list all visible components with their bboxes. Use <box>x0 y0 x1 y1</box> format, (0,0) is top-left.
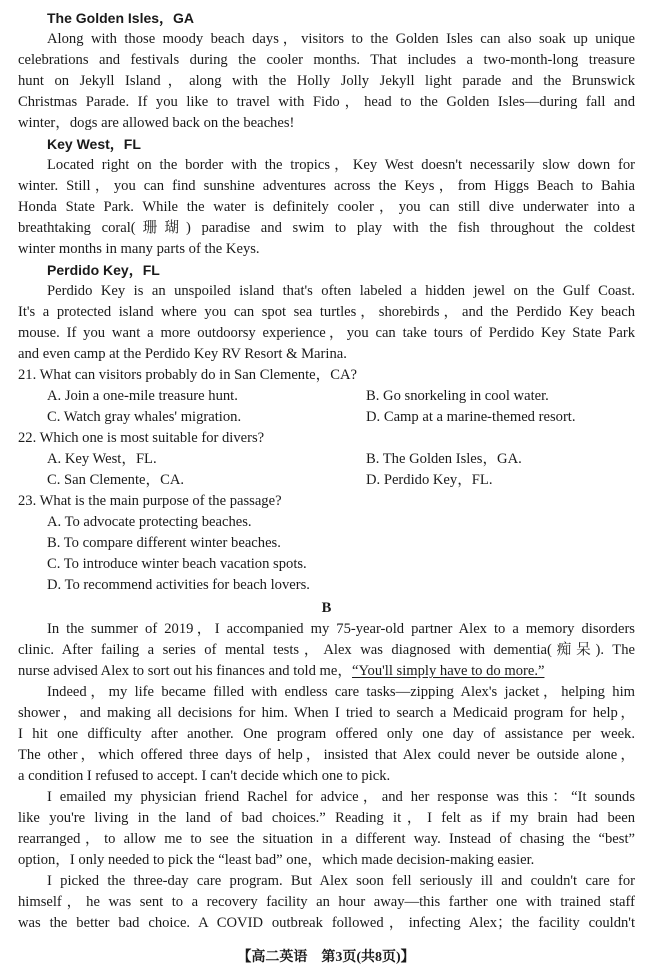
passage-b-p3-line-4: option，I only needed to pick the “least bad” one，which made decision-making easier. <box>18 852 535 868</box>
passage-b-p2-line-5: a condition I refused to accept. I can't decide which one to pick. <box>18 768 391 784</box>
passage-b-p2-line-2: shower，and making all decisions for him. When I tried to search a Medicaid program for help， <box>18 705 635 721</box>
passage-b-p1-text: nurse advised Alex to sort out his finances and told me， <box>18 663 352 679</box>
keywest-line-5: winter months in many parts of the Keys. <box>18 241 260 257</box>
passage-b-label: B <box>321 600 332 616</box>
question-22-stem: 22. Which one is most suitable for divers? <box>18 430 265 446</box>
question-21-option-c[interactable]: C. Watch gray whales' migration. <box>47 409 242 425</box>
question-22-option-a[interactable]: A. Key West，FL. <box>47 451 157 467</box>
keywest-line-2: winter. Still，you can find sunshine adventures across the Keys，from Higgs Beach to Bahia <box>18 178 635 194</box>
question-22-option-c[interactable]: C. San Clemente，CA. <box>47 472 185 488</box>
golden-line-4: Christmas Parade. If you like to travel with Fido，head to the Golden Isles—during fall and <box>18 94 635 110</box>
passage-b-p4-line-2: himself，he was sent to a recovery facility an hour away—this farther one with trained staff <box>18 894 635 910</box>
golden-line-5: winter，dogs are allowed back on the beaches! <box>18 115 295 131</box>
question-21-option-d[interactable]: D. Camp at a marine-themed resort. <box>366 409 576 425</box>
question-22-option-d[interactable]: D. Perdido Key，FL. <box>366 472 493 488</box>
perdido-line-3: mouse. If you want a more outdoorsy experience，you can take tours of Perdido Key State Park <box>18 325 635 341</box>
question-23-option-d[interactable]: D. To recommend activities for beach lovers. <box>47 577 310 593</box>
question-23-stem: 23. What is the main purpose of the passage? <box>18 493 282 509</box>
question-23-option-a[interactable]: A. To advocate protecting beaches. <box>47 514 252 530</box>
question-22-option-b[interactable]: B. The Golden Isles，GA. <box>366 451 522 467</box>
page-footer: 【高二英语 第3页(共8页)】 <box>237 950 415 965</box>
passage-b-p1-line-2: clinic. After failing a series of mental tests，Alex was diagnosed with dementia(痴呆). The <box>18 642 635 658</box>
keywest-line-1: Located right on the border with the tropics，Key West doesn't necessarily slow down for <box>47 157 635 173</box>
golden-line-3: hunt on Jekyll Island，along with the Holly Jolly Jekyll light parade and the Brunswick <box>18 73 635 89</box>
passage-b-p1-line-1: In the summer of 2019，I accompanied my 75-year-old partner Alex to a memory disorders <box>47 621 635 637</box>
keywest-line-4: breathtaking coral(珊瑚) paradise and swim to play with the fish throughout the coldest <box>18 220 635 236</box>
golden-line-1: Along with those moody beach days，visitors to the Golden Isles can also soak up unique <box>47 31 635 47</box>
section-heading-golden-isles: The Golden Isles，GA <box>47 10 195 26</box>
section-heading-perdido-key: Perdido Key，FL <box>47 262 160 278</box>
passage-b-p2-line-3: I hit one difficulty after another. One program offered only one day of assistance per week. <box>18 726 635 742</box>
question-23-option-b[interactable]: B. To compare different winter beaches. <box>47 535 281 551</box>
question-21-option-a[interactable]: A. Join a one-mile treasure hunt. <box>47 388 238 404</box>
passage-b-p1-line-3 <box>18 661 635 681</box>
passage-b-p4-line-1: I picked the three-day care program. But Alex soon fell seriously ill and couldn't care for <box>47 873 635 889</box>
section-heading-key-west: Key West，FL <box>47 136 141 152</box>
keywest-line-3: Honda State Park. While the water is definitely cooler，you can still dive underwater into a <box>18 199 635 215</box>
question-23-option-c[interactable]: C. To introduce winter beach vacation spots. <box>47 556 307 572</box>
perdido-line-4: and even camp at the Perdido Key RV Resort & Marina. <box>18 346 347 362</box>
underlined-quote: “You'll simply have to do more.” <box>351 663 545 679</box>
passage-b-p2-line-4: The other，which offered three days of help，insisted that Alex could never be outside alone， <box>18 747 635 763</box>
question-21-option-b[interactable]: B. Go snorkeling in cool water. <box>366 388 549 404</box>
passage-b-p4-line-3: was the better bad choice. A COVID outbreak followed，infecting Alex；the facility couldn't <box>18 915 635 931</box>
perdido-line-2: It's a protected island where you can spot sea turtles，shorebirds，and the Perdido Key beach <box>18 304 635 320</box>
passage-b-p3-line-1: I emailed my physician friend Rachel for advice，and her response was this：“It sounds <box>47 789 635 805</box>
passage-b-p3-line-2: like you're living in the land of bad choices.” Reading it，I felt as if my brain had been <box>18 810 635 826</box>
passage-b-p2-line-1: Indeed，my life became filled with endless care tasks—zipping Alex's jacket，helping him <box>47 684 635 700</box>
golden-line-2: celebrations and festivals during the cooler months. That includes a two-month-long treasure <box>18 52 635 68</box>
perdido-line-1: Perdido Key is an unspoiled island that's often labeled a hidden jewel on the Gulf Coast. <box>47 283 635 299</box>
question-21-stem: 21. What can visitors probably do in San Clemente，CA? <box>18 367 357 383</box>
passage-b-p3-line-3: rearranged，to allow me to see the situation in a different way. Instead of chasing the “best” <box>18 831 635 847</box>
